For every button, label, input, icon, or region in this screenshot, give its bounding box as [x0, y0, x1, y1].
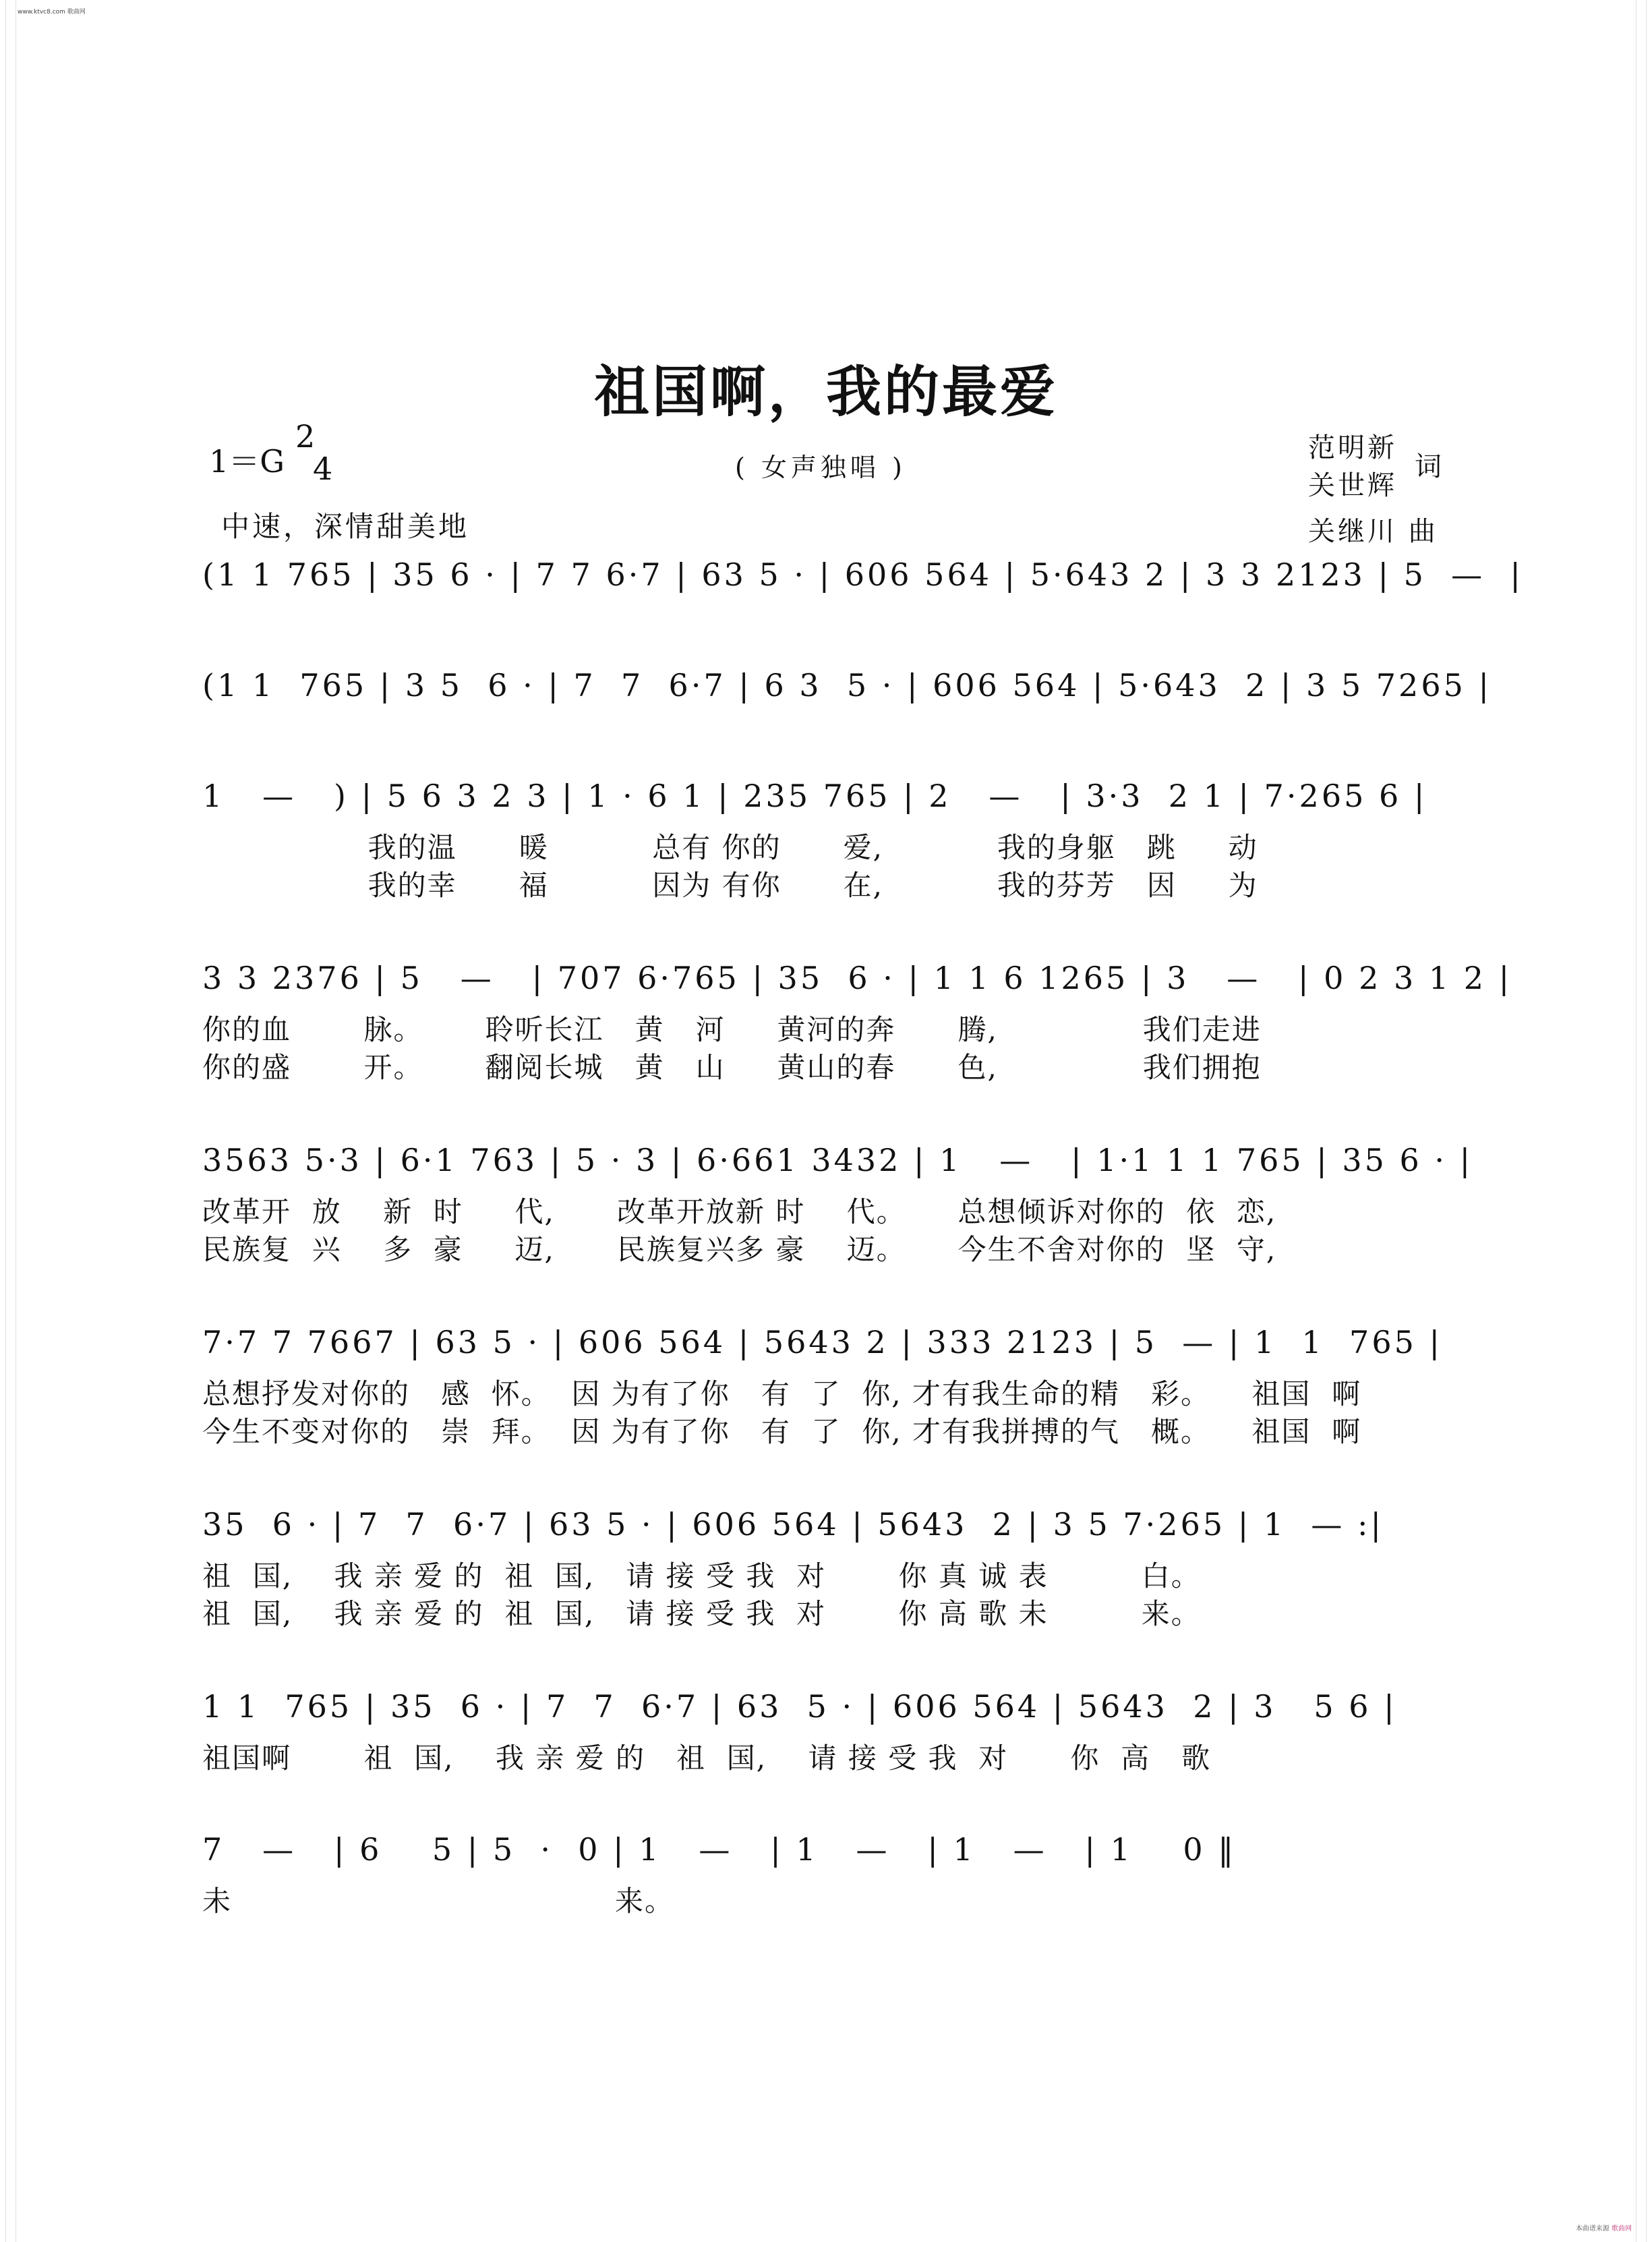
score-line — [202, 1504, 1470, 1545]
score-line — [202, 1686, 1470, 1727]
score-line — [202, 776, 1470, 816]
lyric-row: 民族复 兴 多 豪 迈, 民族复兴多 豪 迈。 今生不舍对你的 坚 守, — [202, 1233, 1277, 1266]
footer-source: 本曲谱来源 — [1575, 2225, 1610, 2233]
time-signature — [293, 418, 333, 486]
subtitle: ( 女声独唱 ) — [735, 453, 906, 482]
note-row: 1 — ) | 5 6 3 2 3 | 1 · 6 1 | 235 765 | 2 — | 3·3 2 1 | 7·265 6 | — [202, 778, 1427, 814]
note-row: (1 1 765 | 3 5 6 · | 7 7 6·7 | 6 3 5 · | 606 564 | 5·643 2 | 3 5 7265 | — [202, 667, 1492, 703]
right-margin-strip — [1636, 0, 1647, 2242]
music-label: 曲 — [1408, 516, 1438, 547]
composer-name: 关继川 — [1308, 516, 1397, 547]
note-row: 7·7 7 7667 | 63 5 · | 606 564 | 5643 2 | 333 2123 | 5 — | 1 1 765 | — [202, 1324, 1442, 1360]
score-line — [202, 1829, 1470, 1870]
lyric-row: 你的血 脉。 聆听长江 黄 河 黄河的奔 腾, 我们走进 — [202, 1013, 1262, 1046]
lyric-row: 改革开 放 新 时 代, 改革开放新 时 代。 总想倾诉对你的 依 恋, — [202, 1195, 1277, 1228]
lyric-row: 祖 国, 我 亲 爱 的 祖 国, 请 接 受 我 对 你 真 诚 表 白。 — [202, 1559, 1201, 1592]
key-signature: 1＝G — [209, 443, 285, 480]
lyricist-1: 范明新 — [1308, 432, 1397, 463]
time-numerator: 2 — [295, 418, 316, 455]
note-row: 1 1 765 | 35 6 · | 7 7 6·7 | 63 5 · | 606 564 | 5643 2 | 3 5 6 | — [202, 1688, 1397, 1725]
note-row: 3563 5·3 | 6·1 763 | 5 · 3 | 6·661 3432 | 1 — | 1·1 1 1 765 | 35 6 · | — [202, 1142, 1473, 1178]
lyricist-2: 关世辉 — [1308, 470, 1397, 501]
lyric-row: 祖国啊 祖 国, 我 亲 爱 的 祖 国, 请 接 受 我 对 你 高 歌 — [202, 1742, 1212, 1775]
lyric-row: 今生不变对你的 崇 拜。 因 为有了你 有 了 你, 才有我拼搏的气 概。 祖国 啊 — [202, 1415, 1362, 1448]
song-title: 祖国啊，我的最爱 — [593, 360, 1058, 424]
tempo-marking: 中速，深情甜美地 — [221, 510, 470, 543]
site-note: www.ktvc8.com 歌曲网 — [18, 9, 86, 16]
score-line — [202, 958, 1512, 998]
score-line — [202, 1140, 1473, 1180]
lyric-row: 祖 国, 我 亲 爱 的 祖 国, 请 接 受 我 对 你 高 歌 未 来。 — [202, 1597, 1201, 1630]
note-row: 35 6 · | 7 7 6·7 | 63 5 · | 606 564 | 5643 2 | 3 5 7·265 | 1 — :| — [202, 1506, 1384, 1543]
lyric-row: 我的温 暖 总有 你的 爱, 我的身躯 跳 动 — [202, 831, 1258, 864]
lyric-row: 我的幸 福 因为 有你 在, 我的芬芳 因 为 — [202, 869, 1258, 902]
lyric-row: 总想抒发对你的 感 怀。 因 为有了你 有 了 你, 才有我生命的精 彩。 祖国 啊 — [202, 1377, 1362, 1410]
note-row: 3 3 2376 | 5 — | 707 6·765 | 35 6 · | 1 1 6 1265 | 3 — | 0 2 3 1 2 | — [202, 960, 1512, 996]
time-denominator: 4 — [313, 451, 333, 487]
lyric-row: 你的盛 开。 翻阅长城 黄 山 黄山的春 色, 我们拥抱 — [202, 1051, 1262, 1084]
score-line — [202, 1322, 1470, 1362]
score-line — [202, 665, 1492, 706]
left-margin-strip — [5, 0, 16, 2242]
note-row: (1 1 765 | 35 6 · | 7 7 6·7 | 63 5 · | 606 564 | 5·643 2 | 3 3 2123 | 5 — | — [202, 556, 1523, 593]
note-row: 7 — | 6 5 | 5 · 0 | 1 — | 1 — | 1 — | 1 0 ‖ — [202, 1831, 1237, 1868]
score-line — [202, 554, 1523, 595]
lyrics-label: 词 — [1415, 451, 1444, 482]
footer-site: 歌曲网 — [1612, 2225, 1632, 2233]
composer — [1308, 510, 1438, 548]
lyric-row: 未 来。 — [202, 1885, 674, 1918]
footer — [1576, 2222, 1632, 2233]
